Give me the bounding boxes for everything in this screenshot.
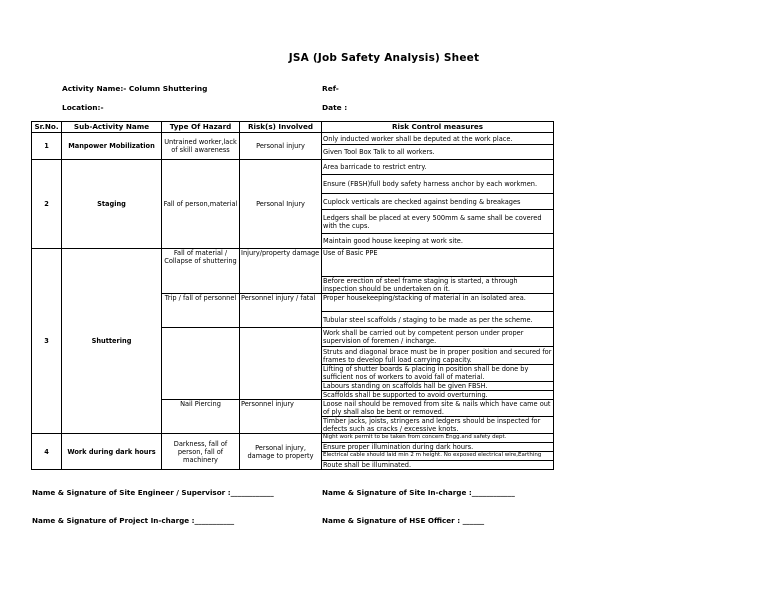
control-measure: Loose nail should be removed from site & nails which have came out of ply shall also be bent or removed. <box>322 400 554 417</box>
activity-name: Activity Name:- Column Shuttering <box>62 84 208 93</box>
control-measure: Only inducted worker shall be deputed at the work place. <box>322 133 554 145</box>
control-measure: Ensure (FBSH)full body safety harness anchor by each workmen. <box>322 175 554 194</box>
sr-no: 2 <box>32 160 62 249</box>
sr-no: 4 <box>32 434 62 470</box>
control-measure: Struts and diagonal brace must be in proper position and secured for frames to develop full load carrying capacity. <box>322 347 554 365</box>
col-header-srno: Sr.No. <box>32 122 62 133</box>
hazard: Trip / fall of personnel <box>162 294 240 328</box>
col-header-hazard: Type Of Hazard <box>162 122 240 133</box>
col-header-sub-activity: Sub-Activity Name <box>62 122 162 133</box>
table-row <box>32 160 554 175</box>
control-measure: Timber jacks, joists, stringers and ledgers should be inspected for defects such as cracks / excessive knots. <box>322 417 554 434</box>
hazard: Nail Piercing <box>162 400 240 434</box>
control-measure: Work shall be carried out by competent person under proper supervision of foremen / incharge. <box>322 328 554 347</box>
sub-activity: Staging <box>62 160 162 249</box>
control-measure: Given Tool Box Talk to all workers. <box>322 145 554 160</box>
project-incharge-signature: Name & Signature of Project In-charge :___________ <box>32 516 235 525</box>
control-measure: Electrical cable should laid min 2 m height. No exposed electrical wire,Earthing <box>322 452 554 461</box>
hazard: Fall of person,material <box>162 160 240 249</box>
risk-blank <box>240 328 322 400</box>
date-label: Date : <box>322 103 348 112</box>
control-measure: Labours standing on scaffolds hall be given FBSH. <box>322 382 554 391</box>
control-measure: Lifting of shutter boards & placing in position shall be done by sufficient nos of workers to avoid fall of material. <box>322 365 554 382</box>
table-header-row <box>32 122 554 133</box>
risk: Personal Injury <box>240 160 322 249</box>
control-measure: Maintain good house keeping at work site. <box>322 234 554 249</box>
risk: Personnel injury <box>240 400 322 434</box>
control-measure: Cuplock verticals are checked against bending & breakages <box>322 194 554 210</box>
risk: Personal injury <box>240 133 322 160</box>
control-measure: Ledgers shall be placed at every 500mm & same shall be covered with the cups. <box>322 210 554 234</box>
risk: Injury/property damage <box>240 249 322 294</box>
control-measure: Before erection of steel frame staging is started, a through inspection should be undertaken on it. <box>322 277 554 294</box>
sr-no: 1 <box>32 133 62 160</box>
risk: Personnel injury / fatal <box>240 294 322 328</box>
control-measure: Route shall be illuminated. <box>322 461 554 470</box>
jsa-table <box>31 121 554 470</box>
control-measure: Area barricade to restrict entry. <box>322 160 554 175</box>
hazard: Darkness, fall of person, fall of machinery <box>162 434 240 470</box>
site-incharge-signature: Name & Signature of Site In-charge :____________ <box>322 488 515 497</box>
control-measure: Night work permit to be taken from concern Engg.and safety dept. <box>322 434 554 443</box>
table-row <box>32 434 554 443</box>
control-measure: Ensure proper illumination during dark hours. <box>322 443 554 452</box>
location-label: Location:- <box>62 103 104 112</box>
site-engineer-signature: Name & Signature of Site Engineer / Supervisor :____________ <box>32 488 274 497</box>
col-header-risk: Risk(s) Involved <box>240 122 322 133</box>
risk: Personal injury, damage to property <box>240 434 322 470</box>
hazard: Fall of material / Collapse of shuttering <box>162 249 240 294</box>
ref-label: Ref- <box>322 84 339 93</box>
table-row <box>32 133 554 145</box>
sub-activity: Work during dark hours <box>62 434 162 470</box>
control-measure: Tubular steel scaffolds / staging to be made as per the scheme. <box>322 312 554 328</box>
control-measure: Scaffolds shall be supported to avoid overturning. <box>322 391 554 400</box>
hse-officer-signature: Name & Signature of HSE Officer : ______ <box>322 516 485 525</box>
hazard-blank <box>162 328 240 400</box>
control-measure: Use of Basic PPE <box>322 249 554 277</box>
control-measure: Proper housekeeping/stacking of material in an isolated area. <box>322 294 554 312</box>
page-title: JSA (Job Safety Analysis) Sheet <box>288 52 480 64</box>
hazard: Untrained worker,lack of skill awareness <box>162 133 240 160</box>
sub-activity: Shuttering <box>62 249 162 434</box>
sub-activity: Manpower Mobilization <box>62 133 162 160</box>
table-row <box>32 249 554 277</box>
col-header-controls: Risk Control measures <box>322 122 554 133</box>
sr-no: 3 <box>32 249 62 434</box>
